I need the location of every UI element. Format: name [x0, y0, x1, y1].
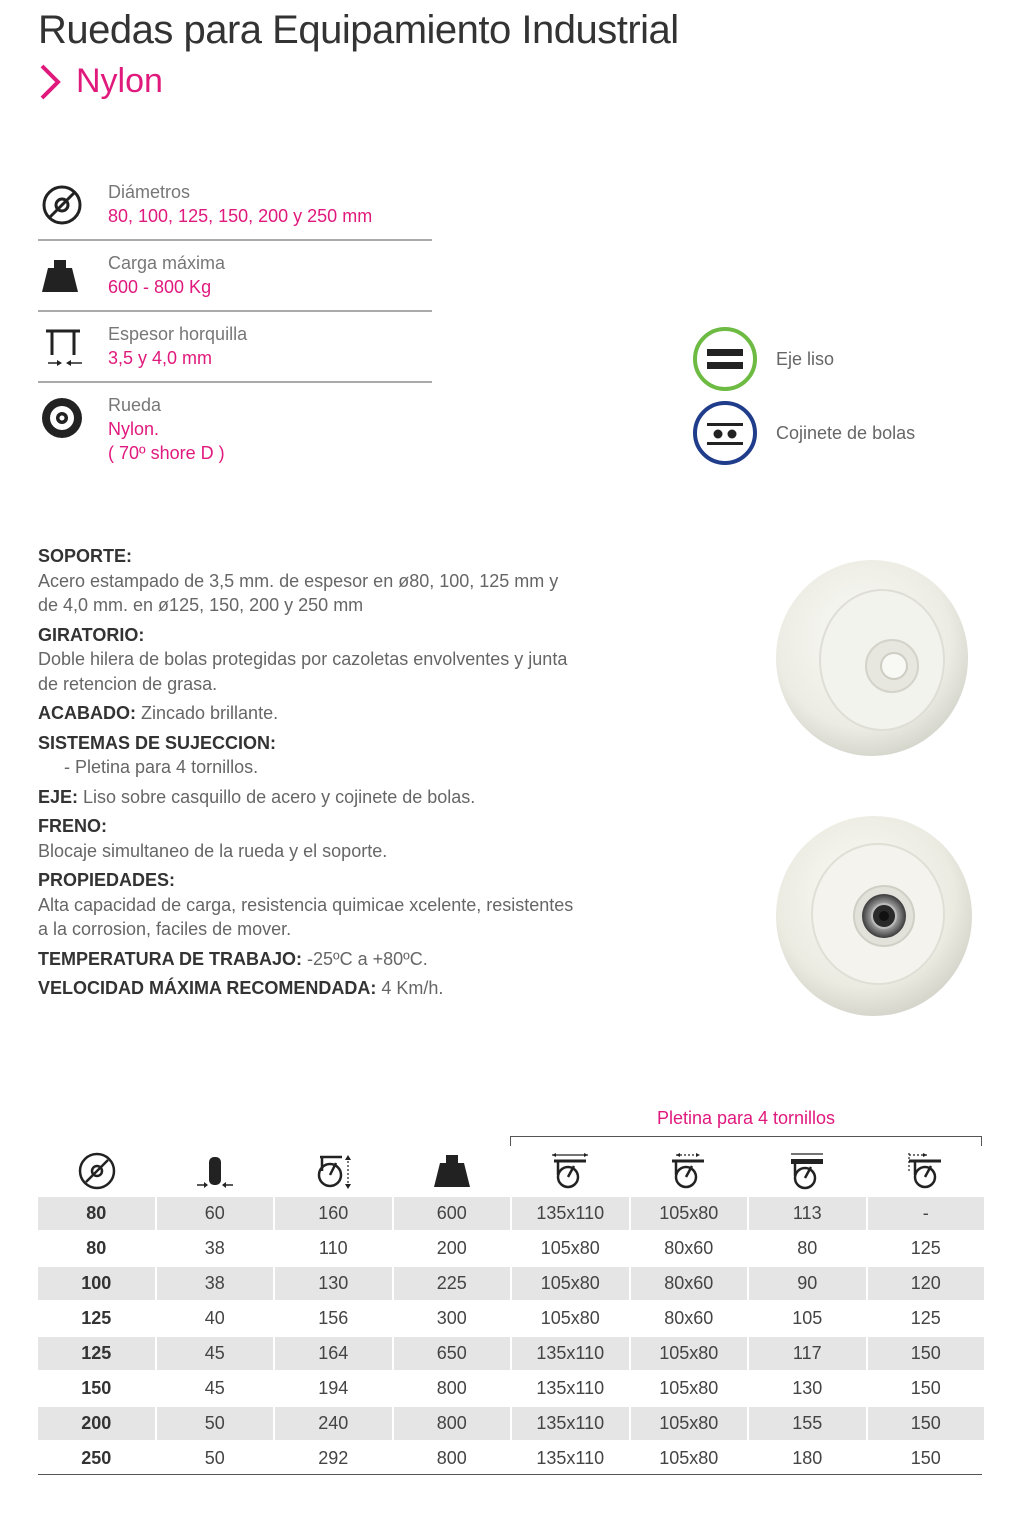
table-cell: 130 — [792, 1378, 823, 1398]
wheel-icon — [38, 393, 108, 443]
freno-heading: FRENO: — [38, 816, 107, 836]
table-cell: 105x80 — [631, 1197, 748, 1230]
table-cell: 38 — [204, 1238, 225, 1258]
table-bottom-rule — [38, 1474, 982, 1475]
table-cell: 150 — [868, 1407, 985, 1440]
table-cell: 194 — [318, 1378, 349, 1398]
table-header — [38, 1146, 984, 1196]
axle-legend — [692, 326, 915, 474]
col-diameter — [38, 1151, 156, 1191]
col-height — [275, 1151, 393, 1191]
propiedades-heading: PROPIEDADES: — [38, 870, 176, 890]
table-cell: 105x80 — [540, 1238, 600, 1258]
propiedades-line-1: Alta capacidad de carga, resistencia quimicae xcelente, resistentes — [38, 894, 574, 915]
col-plate-offset — [748, 1151, 866, 1191]
table-row — [38, 1371, 984, 1406]
table-cell: 113 — [749, 1197, 866, 1230]
table-cell: 150 — [868, 1337, 985, 1370]
eje-value: Liso sobre casquillo de acero y cojinete de bolas. — [78, 786, 476, 807]
table-row — [38, 1441, 984, 1476]
height-icon — [314, 1151, 354, 1191]
legend-plain-axle — [692, 326, 915, 392]
weight-icon — [432, 1151, 472, 1191]
table-cell: 125 — [38, 1337, 155, 1370]
plate-offset-icon — [787, 1151, 827, 1191]
col-wheel-width — [156, 1151, 274, 1191]
wheel-photo-ball-bearing — [772, 814, 976, 1018]
bolt-spacing-icon — [668, 1151, 708, 1191]
table-cell: 125 — [910, 1238, 941, 1258]
spec-value: 80, 100, 125, 150, 200 y 250 mm — [108, 206, 373, 226]
table-cell: 130 — [275, 1267, 392, 1300]
spec-fork-thickness — [38, 312, 432, 383]
table-cell: 80 — [86, 1238, 107, 1258]
table-cell: 135x110 — [512, 1197, 629, 1230]
table-cell: 40 — [204, 1308, 225, 1328]
propiedades-line-2: a la corrosion, faciles de mover. — [38, 919, 292, 939]
spec-label: Diámetros — [108, 182, 191, 202]
table-cell: 80x60 — [664, 1238, 714, 1258]
plain-axle-icon — [692, 326, 758, 392]
spec-label: Rueda — [108, 395, 162, 415]
table-cell: 250 — [81, 1448, 112, 1468]
table-body — [38, 1196, 984, 1476]
table-cell: 117 — [749, 1337, 866, 1370]
spec-label: Carga máxima — [108, 253, 226, 273]
acabado-heading: ACABADO: — [38, 703, 136, 723]
spec-wheel — [38, 383, 432, 475]
giratorio-line-1: Doble hilera de bolas protegidas por cazoletas envolventes y junta — [38, 649, 568, 669]
table-cell: 125 — [910, 1308, 941, 1328]
giratorio-line-2: de retencion de grasa. — [38, 673, 218, 694]
table-cell: 50 — [157, 1407, 274, 1440]
table-row — [38, 1196, 984, 1231]
spec-value-extra: ( 70º shore D ) — [108, 443, 225, 463]
table-cell: 225 — [394, 1267, 511, 1300]
ball-bearing-icon — [692, 400, 758, 466]
table-cell: 45 — [157, 1337, 274, 1370]
table-cell: 800 — [394, 1407, 511, 1440]
table-cell: 50 — [204, 1448, 225, 1468]
spec-diameter — [38, 170, 432, 241]
table-cell: 180 — [792, 1448, 823, 1468]
table-cell: - — [868, 1197, 985, 1230]
table-cell: 105x80 — [512, 1267, 629, 1300]
wheel-width-icon — [195, 1151, 235, 1191]
table-cell: 125 — [81, 1308, 112, 1328]
table-row — [38, 1336, 984, 1371]
product-description — [38, 544, 658, 1006]
temperatura-heading: TEMPERATURA DE TRABAJO: — [38, 948, 302, 969]
wheel-photo-plain — [770, 556, 974, 760]
table-cell: 150 — [910, 1378, 941, 1398]
table-cell: 800 — [436, 1448, 467, 1468]
table-cell: 135x110 — [512, 1337, 629, 1370]
velocidad-heading: VELOCIDAD MÁXIMA RECOMENDADA: — [38, 978, 377, 998]
table-cell: 200 — [38, 1407, 155, 1440]
spec-list — [38, 170, 432, 475]
diameter-icon — [77, 1151, 117, 1191]
table-cell: 164 — [275, 1337, 392, 1370]
table-cell: 80 — [797, 1238, 818, 1258]
spec-value: Nylon. — [108, 419, 160, 439]
table-row — [38, 1231, 984, 1266]
table-cell: 650 — [394, 1337, 511, 1370]
acabado-value: Zincado brillante. — [136, 703, 279, 723]
table-cell: 600 — [394, 1197, 511, 1230]
pletina-label: Pletina para 4 tornillos — [656, 1108, 836, 1128]
table-cell: 45 — [204, 1378, 225, 1398]
table-cell: 292 — [318, 1448, 349, 1468]
diameter-icon — [38, 180, 108, 230]
plate-size-icon — [550, 1151, 590, 1191]
subtitle-text: Nylon — [76, 62, 163, 100]
table-cell: 135x110 — [536, 1448, 605, 1468]
weight-icon — [38, 251, 108, 301]
table-cell: 156 — [318, 1308, 349, 1328]
table-row — [38, 1406, 984, 1441]
table-cell: 105x80 — [631, 1407, 748, 1440]
legend-ball-bearing — [692, 400, 915, 466]
swivel-radius-icon — [905, 1151, 945, 1191]
table-row — [38, 1301, 984, 1336]
soporte-line-1: Acero estampado de 3,5 mm. de espesor en ø80, 100, 125 mm y — [38, 570, 559, 591]
table-cell: 135x110 — [536, 1378, 605, 1398]
col-plate-size — [511, 1151, 629, 1191]
spec-value: 3,5 y 4,0 mm — [108, 348, 213, 368]
sistemas-value: - Pletina para 4 tornillos. — [64, 757, 259, 777]
table-cell: 100 — [38, 1267, 155, 1300]
legend-label: Eje liso — [776, 348, 835, 369]
soporte-heading: SOPORTE: — [38, 546, 133, 566]
col-bolt-spacing — [629, 1151, 747, 1191]
chevron-right-icon — [38, 63, 62, 101]
col-load — [393, 1151, 511, 1191]
freno-value: Blocaje simultaneo de la rueda y el soporte. — [38, 840, 388, 861]
giratorio-heading: GIRATORIO: — [38, 624, 145, 645]
table-cell: 155 — [749, 1407, 866, 1440]
section-subtitle — [38, 62, 163, 101]
fork-thickness-icon — [38, 322, 108, 372]
table-row — [38, 1266, 984, 1301]
table-cell: 135x110 — [512, 1407, 629, 1440]
table-cell: 120 — [868, 1267, 985, 1300]
table-cell: 90 — [749, 1267, 866, 1300]
table-cell: 60 — [157, 1197, 274, 1230]
table-cell: 105x80 — [659, 1448, 719, 1468]
table-cell: 80 — [38, 1197, 155, 1230]
page-title: Ruedas para Equipamiento Industrial — [38, 8, 679, 52]
table-cell: 150 — [81, 1378, 112, 1398]
table-cell: 38 — [157, 1267, 274, 1300]
table-cell: 150 — [910, 1448, 941, 1468]
table-cell: 200 — [436, 1238, 467, 1258]
spec-value: 600 - 800 Kg — [108, 277, 212, 297]
table-cell: 80x60 — [664, 1308, 714, 1328]
table-cell: 105x80 — [659, 1378, 719, 1398]
table-cell: 105x80 — [540, 1308, 600, 1328]
soporte-line-2: de 4,0 mm. en ø125, 150, 200 y 250 mm — [38, 595, 364, 615]
table-cell: 80x60 — [631, 1267, 748, 1300]
spec-max-load — [38, 241, 432, 312]
table-cell: 105x80 — [631, 1337, 748, 1370]
dimensions-table — [38, 1146, 984, 1476]
pletina-bracket — [510, 1136, 982, 1146]
eje-heading: EJE: — [38, 786, 79, 807]
velocidad-value: 4 Km/h. — [376, 978, 444, 998]
table-cell: 110 — [318, 1238, 348, 1258]
spec-label: Espesor horquilla — [108, 324, 248, 344]
sistemas-heading: SISTEMAS DE SUJECCION: — [38, 732, 277, 753]
table-cell: 160 — [275, 1197, 392, 1230]
table-cell: 300 — [436, 1308, 467, 1328]
table-cell: 105 — [792, 1308, 823, 1328]
table-cell: 240 — [275, 1407, 392, 1440]
col-swivel-radius — [866, 1151, 984, 1191]
temperatura-value: -25ºC a +80ºC. — [302, 948, 428, 969]
legend-label: Cojinete de bolas — [776, 422, 916, 443]
table-cell: 800 — [436, 1378, 467, 1398]
